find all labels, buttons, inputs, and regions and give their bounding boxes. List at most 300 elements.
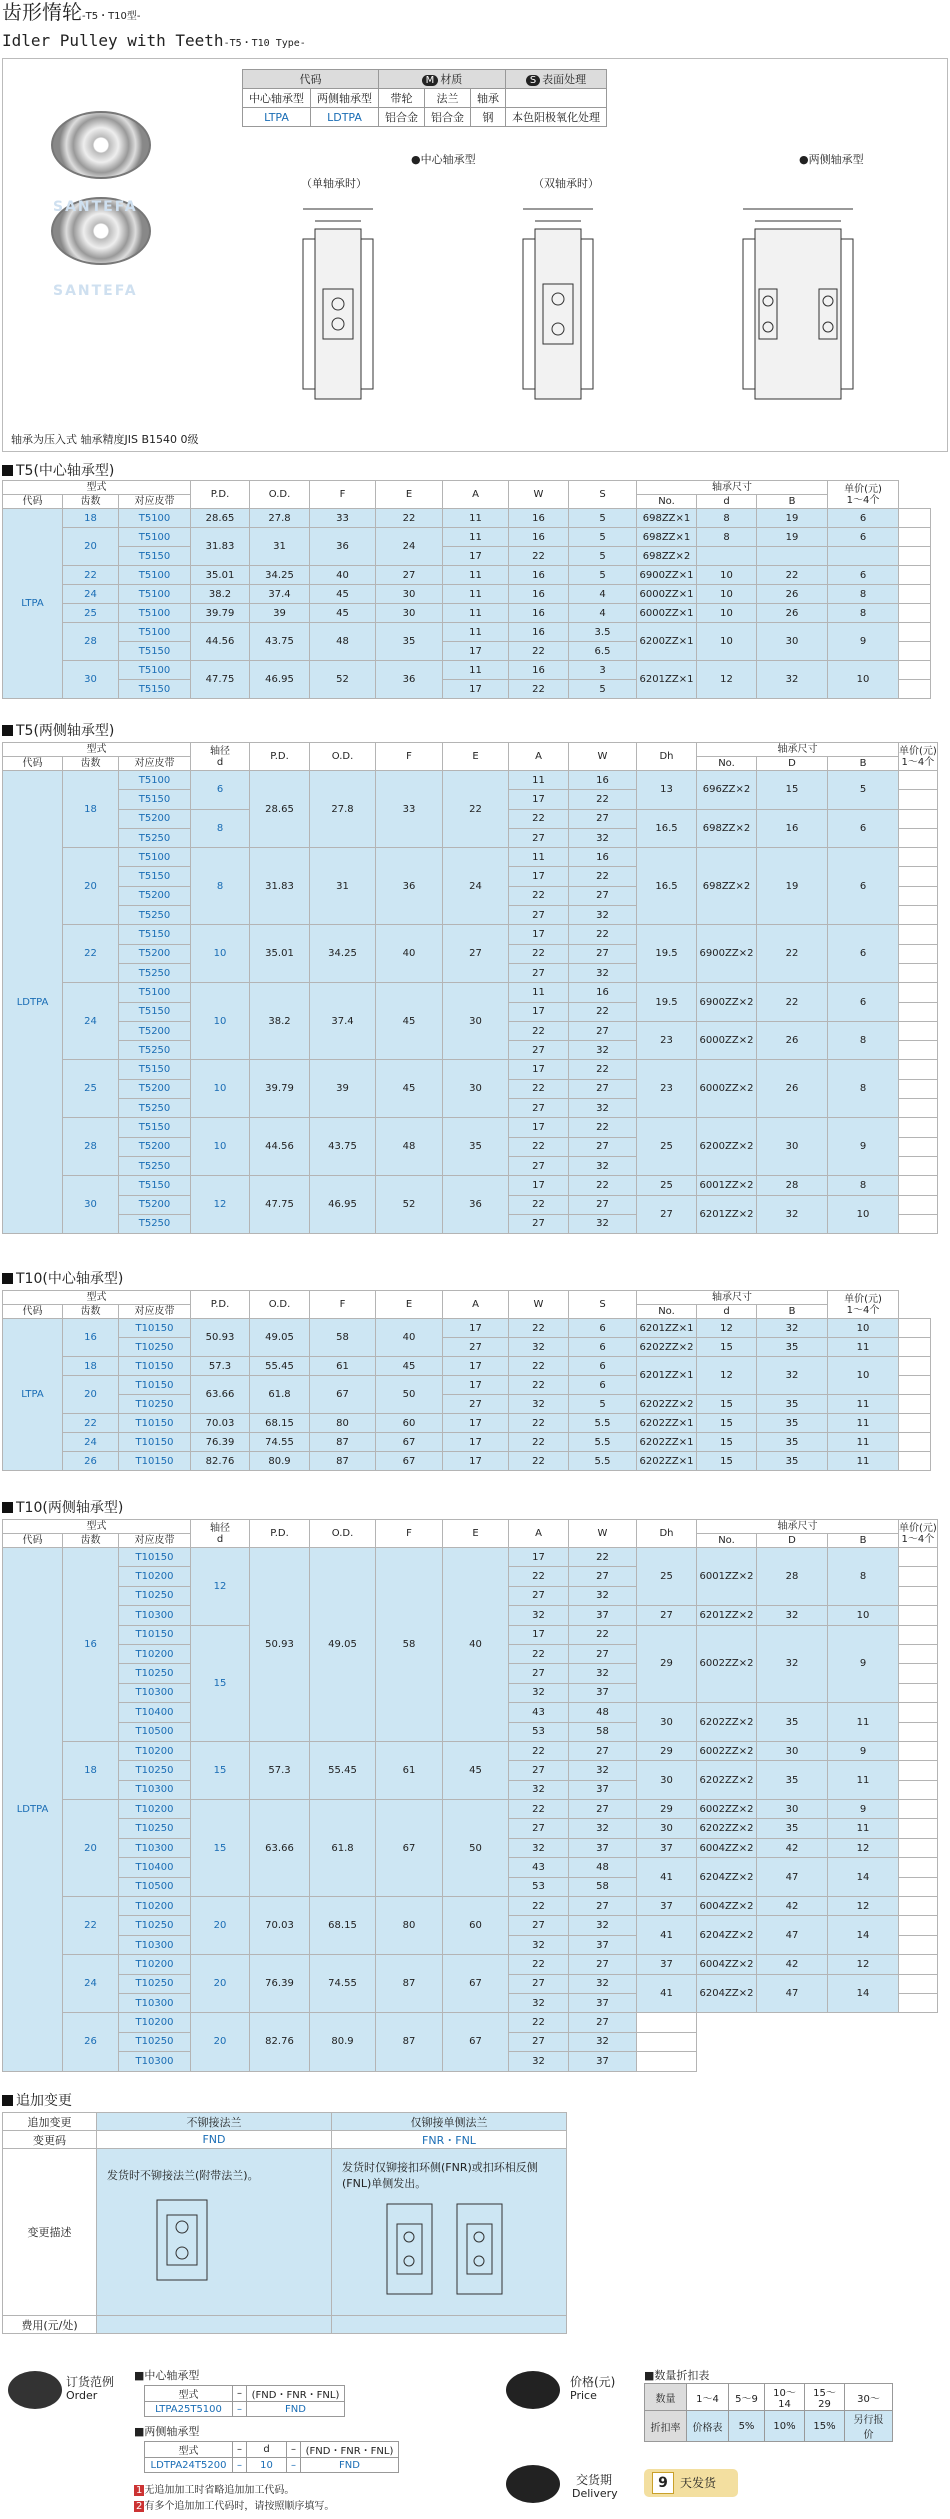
header-d: d	[697, 495, 757, 509]
a-cell: 22	[509, 1021, 569, 1040]
w-cell: 27	[569, 1137, 637, 1156]
dim-cell: 11	[443, 623, 509, 642]
w-cell: 27	[569, 1897, 637, 1916]
dim-cell: 6.5	[569, 642, 637, 661]
price-cell	[899, 1838, 938, 1857]
belt-cell: T10300	[119, 1780, 191, 1799]
teeth-cell: 24	[63, 1433, 119, 1452]
bearing-no-cell: 6900ZZ×2	[697, 983, 757, 1022]
bearing-cell: 19	[757, 509, 828, 528]
shaft-cell: 20	[191, 1897, 250, 1955]
dh-cell: 23	[637, 1060, 697, 1118]
header-type: 型式	[3, 743, 191, 757]
dim-cell: 76.39	[191, 1433, 250, 1452]
w-cell: 58	[569, 1722, 637, 1741]
header-price: 单价(元) 1～4个	[899, 1520, 938, 1548]
bearing-no-cell: 6202ZZ×2	[697, 1761, 757, 1800]
w-cell: 27	[569, 1021, 637, 1040]
teeth-cell: 20	[63, 1800, 119, 1897]
e-cell: 24	[443, 848, 509, 925]
type-code: LTPA	[3, 1319, 63, 1471]
teeth-cell: 20	[63, 1376, 119, 1414]
header-type: 型式	[3, 481, 191, 495]
teeth-cell: 25	[63, 1060, 119, 1118]
w-cell: 37	[569, 1780, 637, 1799]
option-fnr-desc: 发货时仅铆接扣环侧(FNR)或扣环相反侧(FNL)单侧发出。	[342, 2161, 538, 2190]
price-cell	[899, 1357, 931, 1376]
header-price: 单价(元) 1～4个	[828, 1291, 899, 1319]
dim-cell: 3	[569, 661, 637, 680]
bearing-d-cell: 42	[757, 1838, 828, 1857]
price-cell	[899, 1935, 938, 1954]
price-cell	[899, 1703, 938, 1722]
shaft-cell: 15	[191, 1625, 250, 1741]
belt-cell: T10300	[119, 1683, 191, 1702]
bearing-d-cell: 42	[757, 1897, 828, 1916]
bearing-cell: 6	[828, 509, 899, 528]
pd-cell: 76.39	[250, 1955, 310, 2013]
w-cell: 32	[569, 1974, 637, 1993]
bearing-cell: 35	[757, 1414, 828, 1433]
w-cell: 16	[569, 983, 637, 1002]
pd-cell: 70.03	[250, 1897, 310, 1955]
belt-cell: T5100	[119, 661, 191, 680]
a-cell: 17	[509, 1548, 569, 1567]
f-cell: 45	[376, 983, 443, 1060]
dim-cell: 4	[569, 585, 637, 604]
material-table: 代码 M 材质 S 表面处理 中心轴承型 两侧轴承型 带轮 法兰 轴承 LTPA LDTPA 铝合金 铝合金 钢 本色阳极氧化处理	[242, 69, 607, 127]
dim-cell: 37.4	[250, 585, 310, 604]
table-row	[3, 1800, 938, 1819]
section-title-t10-center: T10(中心轴承型)	[2, 1270, 123, 1288]
a-cell: 32	[509, 1993, 569, 2012]
price-cell	[899, 1548, 938, 1567]
dim-cell: 6	[569, 1376, 637, 1395]
belt-cell: T5250	[119, 1156, 191, 1175]
dh-cell: 41	[637, 1858, 697, 1897]
yen-icon	[506, 2371, 560, 2409]
bearing-d-cell: 26	[757, 1060, 828, 1118]
w-cell: 27	[569, 1567, 637, 1586]
header-f: F	[376, 1520, 443, 1548]
a-cell: 17	[509, 1625, 569, 1644]
a-cell: 27	[509, 2032, 569, 2051]
dim-cell: 68.15	[250, 1414, 310, 1433]
center-bearing-caption: ●中心轴承型	[411, 153, 476, 166]
f-cell: 40	[376, 925, 443, 983]
a-cell: 27	[509, 1214, 569, 1233]
dh-cell: 37	[637, 1897, 697, 1916]
bearing-b-cell: 8	[828, 1548, 899, 1606]
pd-cell: 47.75	[250, 1176, 310, 1234]
dim-cell: 44.56	[191, 623, 250, 661]
e-cell: 22	[443, 771, 509, 848]
teeth-cell: 24	[63, 1955, 119, 2013]
a-cell: 17	[509, 1060, 569, 1079]
bearing-cell: 12	[697, 1357, 757, 1395]
header-a: A	[509, 743, 569, 771]
dh-cell: 19.5	[637, 983, 697, 1022]
teeth-cell: 22	[63, 566, 119, 585]
price-cell	[899, 1664, 938, 1683]
dim-cell: 45	[310, 585, 376, 604]
bearing-b-cell: 5	[828, 771, 899, 810]
type-code: LTPA	[3, 509, 63, 699]
dh-cell: 27	[637, 1195, 697, 1234]
header-code: 代码	[3, 1305, 63, 1319]
bearing-d-cell: 22	[757, 983, 828, 1022]
dim-cell: 40	[376, 1319, 443, 1357]
bearing-b-cell: 11	[828, 1819, 899, 1838]
table-row	[3, 528, 931, 547]
both-bearing-caption: ●两侧轴承型	[799, 153, 864, 166]
price-cell	[899, 1567, 938, 1586]
od-cell: 68.15	[310, 1897, 376, 1955]
price-cell	[899, 1916, 938, 1935]
belt-cell: T10300	[119, 1838, 191, 1857]
header-belt: 对应皮带	[119, 1305, 191, 1319]
bearing-cell: 10	[828, 1319, 899, 1338]
a-cell: 22	[509, 1137, 569, 1156]
bearing-b-cell: 12	[828, 1897, 899, 1916]
dh-cell: 29	[637, 1625, 697, 1703]
order-title: 订货范例	[66, 2375, 115, 2389]
dim-cell: 36	[310, 528, 376, 566]
price-cell	[899, 1993, 938, 2012]
header-shaft: 轴径 d	[191, 743, 250, 771]
shaft-cell: 6	[191, 771, 250, 810]
dim-cell: 16	[509, 604, 569, 623]
dh-cell: 13	[637, 771, 697, 810]
price-cell	[899, 642, 931, 661]
table-row	[3, 1452, 931, 1471]
bearing-cell	[828, 547, 899, 566]
w-cell: 22	[569, 925, 637, 944]
bearing-b-cell: 14	[828, 1858, 899, 1897]
bearing-cell: 6202ZZ×1	[637, 1452, 697, 1471]
w-cell: 22	[569, 1548, 637, 1567]
price-cell	[899, 983, 938, 1002]
header-d: d	[697, 1305, 757, 1319]
section-title-t10-both: T10(两侧轴承型)	[2, 1499, 123, 1517]
belt-cell: T10400	[119, 1858, 191, 1877]
price-cell	[899, 1099, 938, 1118]
a-cell: 17	[509, 1118, 569, 1137]
od-cell: 80.9	[310, 2013, 376, 2071]
belt-cell: T10250	[119, 1761, 191, 1780]
shaft-cell: 8	[191, 848, 250, 925]
table-row	[3, 1414, 931, 1433]
price-cell	[899, 1800, 938, 1819]
price-cell	[637, 2013, 697, 2032]
w-cell: 27	[569, 944, 637, 963]
teeth-cell: 26	[63, 1452, 119, 1471]
header-code: 代码	[3, 1534, 63, 1548]
shaft-cell: 10	[191, 1060, 250, 1118]
header-a: A	[509, 1520, 569, 1548]
bearing-cell: 698ZZ×2	[637, 547, 697, 566]
bearing-d-cell: 32	[757, 1195, 828, 1234]
dim-cell: 6	[569, 1338, 637, 1357]
bearing-cell: 698ZZ×1	[637, 528, 697, 547]
w-cell: 32	[569, 906, 637, 925]
bearing-d-cell: 30	[757, 1741, 828, 1760]
bearing-note: 轴承为压入式 轴承精度JIS B1540 0级	[11, 433, 199, 446]
header-code: 代码	[3, 495, 63, 509]
discount-title: ■数量折扣表	[644, 2369, 710, 2382]
belt-cell: T10150	[119, 1548, 191, 1567]
belt-cell: T5250	[119, 906, 191, 925]
dim-cell: 31	[250, 528, 310, 566]
bearing-no-cell: 6002ZZ×2	[697, 1800, 757, 1819]
bearing-cell: 6201ZZ×1	[637, 1357, 697, 1395]
belt-cell: T5100	[119, 509, 191, 528]
price-cell	[899, 1858, 938, 1877]
shaft-cell: 10	[191, 1118, 250, 1176]
dim-cell: 28.65	[191, 509, 250, 528]
dh-cell: 41	[637, 1916, 697, 1955]
w-cell: 37	[569, 2052, 637, 2071]
dim-cell: 30	[376, 585, 443, 604]
bearing-no-cell: 6002ZZ×2	[697, 1625, 757, 1703]
table-row	[3, 585, 931, 604]
price-cell	[899, 1118, 938, 1137]
table-row	[3, 661, 931, 680]
bearing-no-cell: 6004ZZ×2	[697, 1897, 757, 1916]
bearing-cell: 6	[828, 566, 899, 585]
header-no: No.	[637, 1305, 697, 1319]
table-row	[3, 1060, 938, 1079]
a-cell: 27	[509, 1761, 569, 1780]
price-cell	[899, 1195, 938, 1214]
f-cell: 58	[376, 1548, 443, 1742]
dim-cell: 17	[443, 1452, 509, 1471]
dim-cell: 58	[310, 1319, 376, 1357]
dim-cell: 5.5	[569, 1452, 637, 1471]
dim-cell: 22	[509, 680, 569, 699]
price-cell	[899, 1338, 931, 1357]
belt-cell: T5100	[119, 623, 191, 642]
price-cell	[899, 1741, 938, 1760]
table-row	[3, 1395, 931, 1414]
a-cell: 27	[509, 963, 569, 982]
bearing-no-cell: 696ZZ×2	[697, 771, 757, 810]
price-cell	[899, 528, 931, 547]
w-cell: 22	[569, 790, 637, 809]
header-bearing-size: 轴承尺寸	[697, 743, 899, 757]
teeth-cell: 18	[63, 1357, 119, 1376]
price-cell	[899, 1156, 938, 1175]
a-cell: 22	[509, 1644, 569, 1663]
belt-cell: T10500	[119, 1722, 191, 1741]
dim-cell: 22	[509, 1433, 569, 1452]
dim-cell: 5	[569, 680, 637, 699]
dim-cell: 34.25	[250, 566, 310, 585]
table-row	[3, 925, 938, 944]
price-cell	[637, 2032, 697, 2051]
dh-cell: 27	[637, 1606, 697, 1625]
dim-cell: 39.79	[191, 604, 250, 623]
price-cell	[899, 790, 938, 809]
f-cell: 48	[376, 1118, 443, 1176]
bearing-d-cell: 30	[757, 1118, 828, 1176]
header-bearing-size: 轴承尺寸	[637, 1291, 828, 1305]
dim-cell: 55.45	[250, 1357, 310, 1376]
watermark: SANTEFA	[53, 283, 138, 299]
pd-cell: 44.56	[250, 1118, 310, 1176]
dim-cell: 35.01	[191, 566, 250, 585]
dim-cell: 16	[509, 623, 569, 642]
bearing-cell: 12	[697, 661, 757, 699]
type-code: LDTPA	[3, 771, 63, 1234]
bearing-d-cell: 32	[757, 1625, 828, 1703]
bearing-d-cell: 35	[757, 1819, 828, 1838]
bearing-d-cell: 47	[757, 1916, 828, 1955]
pd-cell: 63.66	[250, 1800, 310, 1897]
e-cell: 27	[443, 925, 509, 983]
cart-icon	[8, 2371, 62, 2409]
bearing-d-cell: 28	[757, 1548, 828, 1606]
header-s: S	[569, 481, 637, 509]
dim-cell: 17	[443, 1414, 509, 1433]
dim-cell: 50.93	[191, 1319, 250, 1357]
dim-cell: 32	[509, 1395, 569, 1414]
price-cell	[899, 623, 931, 642]
teeth-cell: 28	[63, 623, 119, 661]
bearing-d-cell: 28	[757, 1176, 828, 1195]
dim-cell: 17	[443, 1319, 509, 1338]
a-cell: 32	[509, 1780, 569, 1799]
bearing-no-cell: 6202ZZ×2	[697, 1703, 757, 1742]
w-cell: 27	[569, 886, 637, 905]
price-cell	[899, 1897, 938, 1916]
bearing-cell: 32	[757, 1357, 828, 1395]
shaft-cell: 10	[191, 983, 250, 1060]
belt-cell: T5100	[119, 771, 191, 790]
t10-center-table	[2, 1290, 931, 1471]
a-cell: 53	[509, 1722, 569, 1741]
bearing-cell: 6202ZZ×2	[637, 1338, 697, 1357]
dim-cell: 32	[509, 1338, 569, 1357]
f-cell: 80	[376, 1897, 443, 1955]
bearing-cell: 10	[828, 1357, 899, 1395]
price-cell	[899, 1433, 931, 1452]
belt-cell: T5150	[119, 1118, 191, 1137]
header-w: W	[569, 743, 637, 771]
header-b: B	[757, 495, 828, 509]
od-cell: 43.75	[310, 1118, 376, 1176]
section-title-t5-center: T5(中心轴承型)	[2, 462, 114, 480]
w-cell: 22	[569, 1118, 637, 1137]
type-code: LDTPA	[3, 1548, 63, 2072]
bearing-d-cell: 47	[757, 1974, 828, 2013]
bearing-d-cell: 16	[757, 809, 828, 848]
bearing-b-cell: 14	[828, 1916, 899, 1955]
price-cell	[899, 1606, 938, 1625]
dim-cell: 22	[509, 547, 569, 566]
bearing-cell: 22	[757, 566, 828, 585]
w-cell: 27	[569, 1195, 637, 1214]
teeth-cell: 24	[63, 585, 119, 604]
bearing-no-cell: 6204ZZ×2	[697, 1858, 757, 1897]
discount-table: 数量 1～4 5～9 10～14 15～29 30～ 折扣率 价格表 5% 10% 15% 另行报价	[644, 2383, 893, 2442]
header-bearing-size: 轴承尺寸	[637, 481, 828, 495]
pd-cell: 39.79	[250, 1060, 310, 1118]
bearing-b-cell: 9	[828, 1800, 899, 1819]
bearing-no-cell: 6004ZZ×2	[697, 1838, 757, 1857]
header-e: E	[376, 481, 443, 509]
w-cell: 16	[569, 848, 637, 867]
belt-cell: T10250	[119, 2032, 191, 2051]
belt-cell: T10250	[119, 1664, 191, 1683]
belt-cell: T5150	[119, 547, 191, 566]
fnd-drawing	[147, 2195, 217, 2285]
belt-cell: T10200	[119, 1741, 191, 1760]
header-e: E	[443, 1520, 509, 1548]
bearing-cell: 15	[697, 1338, 757, 1357]
a-cell: 22	[509, 1955, 569, 1974]
dim-cell: 16	[509, 661, 569, 680]
table-row	[3, 1897, 938, 1916]
belt-cell: T10250	[119, 1586, 191, 1605]
shaft-cell: 20	[191, 2013, 250, 2071]
price-cell	[899, 1137, 938, 1156]
bearing-no-cell: 6202ZZ×2	[697, 1819, 757, 1838]
dh-cell: 30	[637, 1703, 697, 1742]
e-cell: 35	[443, 1118, 509, 1176]
dimension-drawings	[243, 189, 933, 429]
price-cell	[899, 661, 931, 680]
e-cell: 50	[443, 1800, 509, 1897]
price-cell	[899, 828, 938, 847]
bearing-no-cell: 6001ZZ×2	[697, 1176, 757, 1195]
belt-cell: T5150	[119, 790, 191, 809]
bearing-b-cell: 11	[828, 1703, 899, 1742]
bearing-no-cell: 6000ZZ×2	[697, 1060, 757, 1118]
delivery-title: 交货期	[576, 2473, 613, 2487]
e-cell: 67	[443, 1955, 509, 2013]
f-cell: 87	[376, 1955, 443, 2013]
belt-cell: T5150	[119, 925, 191, 944]
bearing-cell: 11	[828, 1433, 899, 1452]
e-cell: 30	[443, 983, 509, 1060]
option-fnd-desc: 发货时不铆接法兰(附带法兰)。	[107, 2169, 259, 2182]
table-row	[3, 1118, 938, 1137]
w-cell: 37	[569, 1838, 637, 1857]
belt-cell: T5100	[119, 983, 191, 1002]
teeth-cell: 28	[63, 1118, 119, 1176]
dim-cell: 27	[443, 1395, 509, 1414]
dh-cell: 25	[637, 1118, 697, 1176]
header	[2, 0, 948, 56]
price-cell	[899, 1176, 938, 1195]
table-row	[3, 566, 931, 585]
bearing-d-cell: 35	[757, 1703, 828, 1742]
header-price: 单价(元) 1～4个	[899, 743, 938, 771]
teeth-cell: 22	[63, 1414, 119, 1433]
bearing-d-cell: 19	[757, 848, 828, 925]
dim-cell: 67	[376, 1433, 443, 1452]
bearing-cell: 11	[828, 1452, 899, 1471]
pd-cell: 35.01	[250, 925, 310, 983]
pd-cell: 57.3	[250, 1741, 310, 1799]
dim-cell: 22	[509, 1357, 569, 1376]
dim-cell: 60	[376, 1414, 443, 1433]
dh-cell: 25	[637, 1176, 697, 1195]
dim-cell: 82.76	[191, 1452, 250, 1471]
bearing-cell: 11	[828, 1395, 899, 1414]
dim-cell: 40	[310, 566, 376, 585]
